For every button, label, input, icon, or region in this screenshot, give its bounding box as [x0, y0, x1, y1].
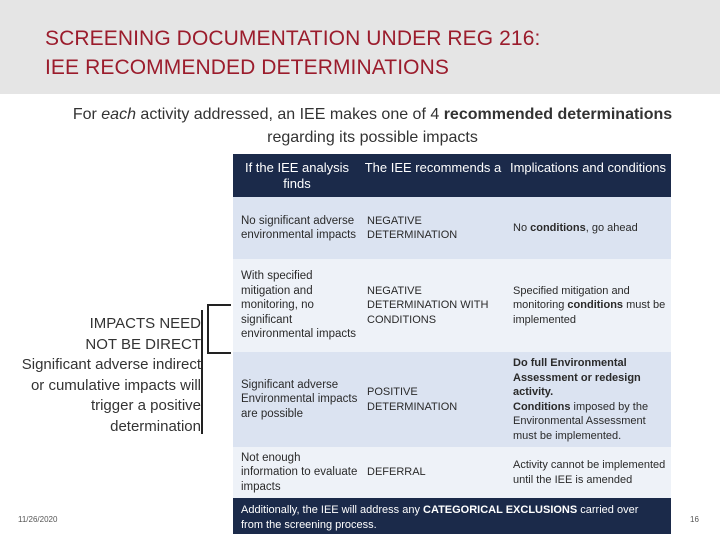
implication-text: No	[513, 221, 531, 234]
implication-cell	[513, 197, 667, 259]
recommendation-text: NEGATIVE DETERMINATION WITH CONDITIONS	[367, 284, 489, 326]
finding-text: Not enough information to evaluate impacts	[241, 451, 358, 493]
implication-text: must be implemented	[513, 299, 666, 326]
header-implications: Implications and conditions	[509, 160, 667, 175]
side-note-heading-2: NOT BE DIRECT	[85, 335, 201, 353]
finding-text: No significant adverse environmental impacts	[241, 214, 357, 241]
subtitle-text: regarding its possible impacts	[267, 129, 478, 146]
title-line-2: IEE RECOMMENDED DETERMINATIONS	[45, 56, 449, 79]
footer-text: Additionally, the IEE will address any	[241, 504, 423, 516]
bracket-connector	[207, 304, 209, 354]
subtitle-text: For	[72, 106, 102, 123]
footer-text: carried over from the screening process.	[241, 504, 639, 531]
implication-cell	[513, 447, 667, 498]
finding-cell	[241, 447, 359, 498]
finding-text: With specified mitigation and monitoring, no significant environmental impacts	[241, 270, 357, 341]
side-note-body: Significant adverse indirect or cumulative impacts will trigger a positive determination	[21, 356, 201, 435]
side-note-border	[201, 310, 203, 434]
bracket-connector-bottom	[207, 352, 231, 354]
implication-text: Activity cannot be implemented until the IEE is amended	[513, 459, 666, 486]
finding-cell	[241, 197, 359, 259]
recommendation-cell	[367, 352, 505, 447]
subtitle-bold: recommended determinations	[443, 106, 673, 123]
slide-subtitle	[40, 103, 705, 149]
finding-cell	[241, 352, 359, 447]
header-recommendation: The IEE recommends a	[364, 160, 502, 175]
recommendation-cell	[367, 259, 505, 352]
side-note-heading-1: IMPACTS NEED	[89, 315, 201, 332]
bracket-connector-top	[207, 304, 231, 306]
implication-bold: conditions	[567, 299, 624, 312]
side-note	[20, 314, 201, 437]
implication-cell	[513, 259, 667, 352]
recommendation-cell	[367, 447, 505, 498]
determinations-table	[233, 154, 671, 498]
implication-bold: Conditions	[513, 400, 571, 413]
slide-date: 11/26/2020	[18, 515, 58, 524]
table-header	[233, 154, 671, 197]
implication-bold: conditions	[530, 221, 586, 234]
subtitle-text: activity addressed, an IEE makes one of 4	[135, 106, 444, 123]
table-row	[233, 352, 671, 447]
title-line-1: SCREENING DOCUMENTATION UNDER REG 216:	[45, 27, 541, 50]
subtitle-italic: each	[101, 106, 136, 123]
recommendation-text: DEFERRAL	[367, 466, 426, 479]
footer-bold: CATEGORICAL EXCLUSIONS	[423, 504, 578, 516]
page-number: 16	[690, 515, 699, 524]
finding-text: Significant adverse Environmental impacts are possible	[241, 378, 358, 420]
recommendation-cell	[367, 197, 505, 259]
implication-text: Specified mitigation and monitoring	[513, 284, 630, 312]
implication-text: , go ahead	[585, 221, 638, 234]
recommendation-text: POSITIVE DETERMINATION	[367, 386, 458, 413]
table-row	[233, 259, 671, 352]
categorical-exclusions-note	[233, 498, 671, 534]
implication-bold: Do full Environmental Assessment or redesign activity.	[513, 357, 641, 398]
table-row	[233, 447, 671, 498]
finding-cell	[241, 259, 359, 352]
implication-text: imposed by the Environmental Assessment must be implemented.	[513, 400, 649, 442]
table-row	[233, 197, 671, 259]
slide-title	[45, 24, 705, 82]
recommendation-text: NEGATIVE DETERMINATION	[367, 214, 458, 241]
implication-cell	[513, 352, 667, 447]
header-finding: If the IEE analysis finds	[244, 160, 350, 191]
